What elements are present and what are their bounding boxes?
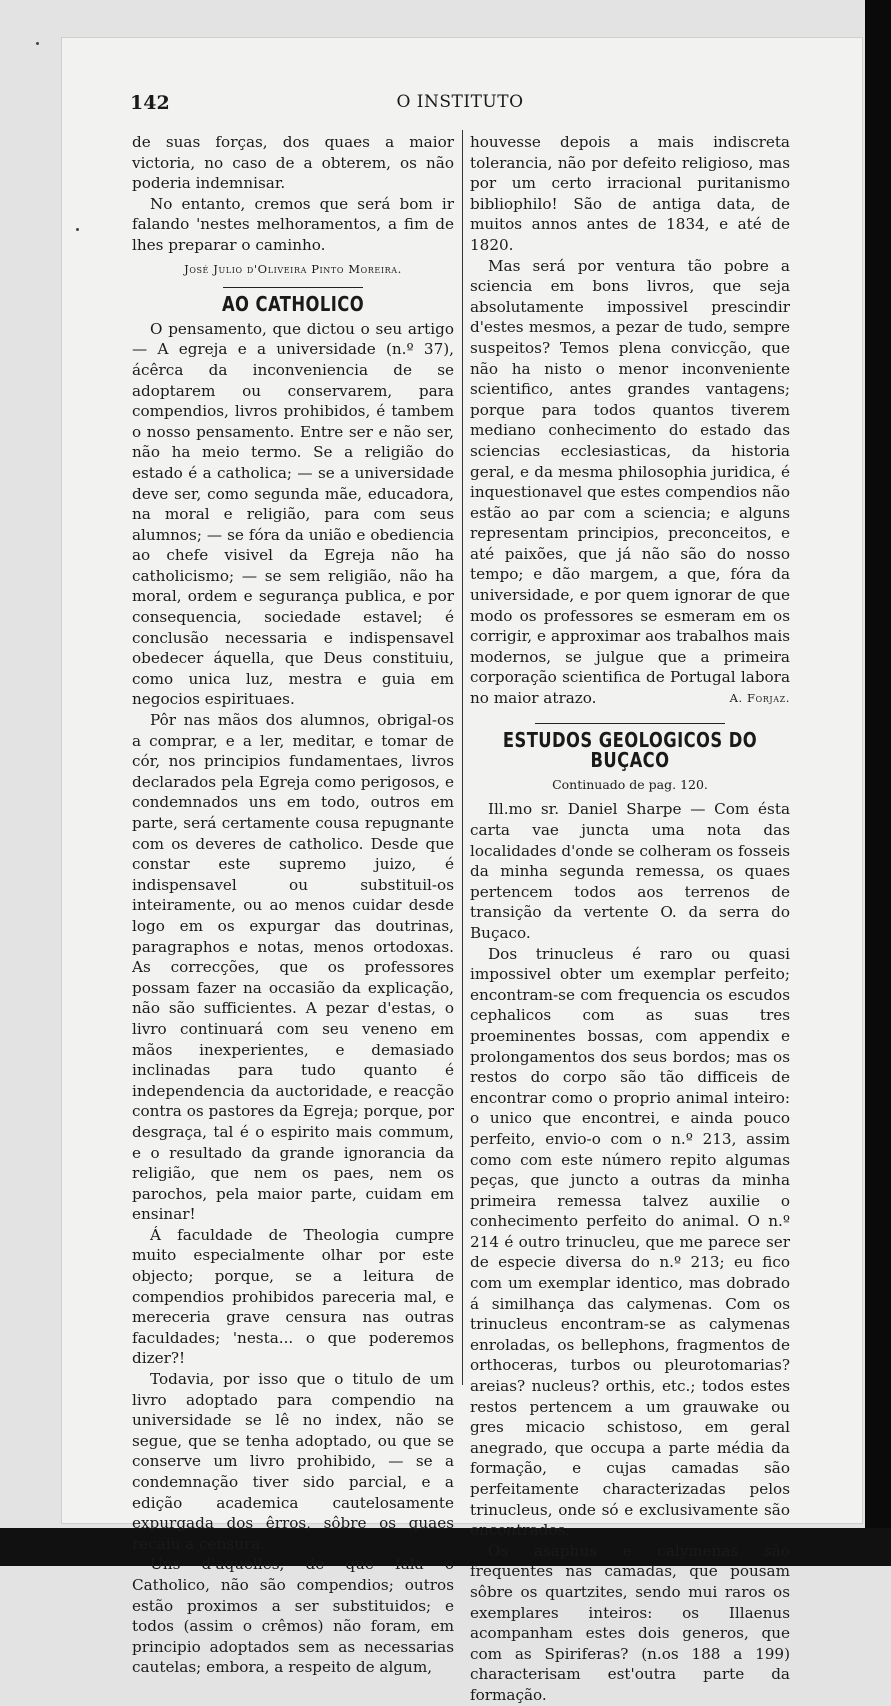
right-column: [470, 132, 790, 1706]
paragraph: Pôr nas mãos dos alumnos, obrigal-os a comprar, e a ler, meditar, e tomar de cór, nos principios fundamentaes, livros declarados pela Egreja como perigosos, e condemnados uns em todo, outros em parte, será certamente cousa repugnante com os deveres de catholico. Desde que constar este supremo juizo, é indispensavel ou substituil-os inteiramente, ou ao menos cuidar desde logo em os expurgar das doutrinas, paragraphos e notas, menos ortodoxas. As correcções, que os professores possam fazer na occasião da explicação, não são sufficientes. A pezar d'estas, o livro continuará com seu veneno em mãos inexperientes, e demasiado inclinadas para tudo quanto é independencia da auctoridade, e reacção contra os pastores da Egreja; porque, por desgraça, tal é o espirito mais commum, e o resultado da grande ignorancia da religião, que nem os paes, nem os parochos, pela maior parte, cuidam em ensinar!: [132, 711, 454, 1224]
author-signature: A. Forjaz.: [729, 691, 790, 706]
page-number: 142: [130, 92, 170, 114]
paragraph: houvesse depois a mais indiscreta tolerancia, não por defeito religioso, mas por um certo irracional puritanismo bibliophilo! São de antiga data, de muitos annos antes de 1834, e até de 1820.: [470, 133, 790, 254]
column-divider: [462, 130, 463, 1385]
paragraph: Os asaphus e calymenas são frequentes nas camadas, que pousam sôbre os quartzites, sendo mui raros os exemplares inteiros: os Illaenus acompanham estes dois generos, que com as Spiriferas? (n.os 188 a 199) characterisam est'outra parte da formação.: [470, 1541, 790, 1704]
paragraph: Uns d'aquelles, de que fala o Catholico, não são compendios; outros estão proximos a ser substituidos; e todos (assim o crêmos) não foram, em principio adoptados sem as necessarias cautelas; embora, a respeito de algum,: [132, 1555, 454, 1677]
section-title: ESTUDOS GEOLOGICOS DO BUÇACO: [502, 727, 758, 773]
paragraph: Mas será por ventura tão pobre a sciencia em bons livros, que seja absolutamente impossivel prescindir d'estes mesmos, a pezar de tudo, sempre suspeitos? Temos plena convicção, que não ha nisto o menor inconveniente scientifico, antes grandes vantagens; porque para todos quantos tiverem mediano conhecimento do estado das sciencias ecclesiasticas, da historia geral, e da mesma philosophia juridica, é inquestionavel que estes compendios não estão ao par com a sciencia; e alguns representam principios, preconceitos, e até paixões, que já não são do nosso tempo; e dão margem, a que, fóra da universidade, e por quem ignorar de que modo os professores se esmeram em os corrigir, e approximar aos trabalhos mais modernos, se julgue que a primeira corporação scientifica de Portugal labora no maior atrazo. A. Forjaz.: [470, 256, 790, 708]
scan-speck: [76, 228, 79, 231]
paragraph: No entanto, cremos que será bom ir falando 'nestes melhoramentos, a fim de lhes preparar o caminho.: [132, 194, 454, 254]
scan-speck: [36, 42, 39, 45]
section-rule: [223, 287, 363, 288]
section-rule: [535, 723, 725, 724]
page-header: [130, 92, 790, 116]
paragraph: Ill.mo sr. Daniel Sharpe — Com ésta carta vae juncta uma nota das localidades d'onde se colheram os fosseis da minha segunda remessa, os quaes pertencem todos aos terrenos de transição da vertente O. da serra do Buçaco.: [470, 800, 790, 942]
paragraph: Todavia, por isso que o titulo de um livro adoptado para compendio na universidade se lê no index, não se segue, que se tenha adoptado, ou que se conserve um livro prohibido, — se a condemnação tiver sido parcial, e a edição academica cautelosamente expurgada dos êrros, sôbre os quaes recaiu a censura.: [132, 1370, 454, 1553]
author-signature: José Julio d'Oliveira Pinto Moreira.: [184, 261, 402, 276]
scan-border-right: [865, 0, 891, 1566]
paragraph: de suas forças, dos quaes a maior victoria, no caso de a obterem, os não poderia indemnisar.: [132, 133, 454, 193]
left-column: [132, 132, 454, 1678]
paragraph: Dos trinucleus é raro ou quasi impossivel obter um exemplar perfeito; encontram-se com frequencia os escudos cephalicos com as suas tres proeminentes bossas, com appendix e prolongamentos dos seus bordos; mas os restos do corpo são tão difficeis de encontrar como o proprio animal inteiro: o unico que encontrei, e ainda pouco perfeito, envio-o com o n.º 213, assim como com este número repito algumas peças, que juncto a outras da minha primeira remessa talvez auxilie o conhecimento perfeito do animal. O n.º 214 é outro trinucleu, que me parece ser de especie diversa do n.º 213; eu fico com um exemplar identico, mas dobrado á similhança das calymenas. Com os trinucleus encontram-se as calymenas enroladas, os bellephons, fragmentos de orthoceras, turbos ou pleurotomarias? areias? nucleus? orthis, etc.; todos estes restos pertencem a um grauwake ou gres micacio schistoso, em geral anegrado, que occupa a parte média da formação, e cujas camadas são perfeitamente characterizadas pelos trinucleus, onde só e exclusivamente são encontrados.: [470, 944, 790, 1540]
paragraph: O pensamento, que dictou o seu artigo — A egreja e a universidade (n.º 37), ácêrca da inconveniencia de se adoptarem ou conservarem, para compendios, livros prohibidos, é tambem o nosso pensamento. Entre ser e não ser, não ha meio termo. Se a religião do estado é a catholica; — se a universidade deve ser, como segunda mãe, educadora, na moral e religião, para com seus alumnos; — se fóra da união e obediencia ao chefe visivel da Egreja não ha catholicismo; — se sem religião, não ha moral, ordem e segurança publica, e por consequencia, sociedade estavel; é conclusão necessaria e indispensavel obedecer áquella, que Deus constituiu, como unica luz, mestra e guia em negocios espirituaes.: [132, 319, 454, 709]
running-title: O INSTITUTO: [396, 92, 524, 112]
paragraph: Á faculdade de Theologia cumpre muito especialmente olhar por este objecto; porque, se a leitura de compendios prohibidos pareceria mal, e mereceria grave censura nas outras faculdades; 'nesta... o que poderemos dizer?!: [132, 1225, 454, 1368]
section-subtitle: Continuado de pag. 120.: [552, 776, 708, 792]
section-title: AO CATHOLICO: [221, 292, 365, 317]
